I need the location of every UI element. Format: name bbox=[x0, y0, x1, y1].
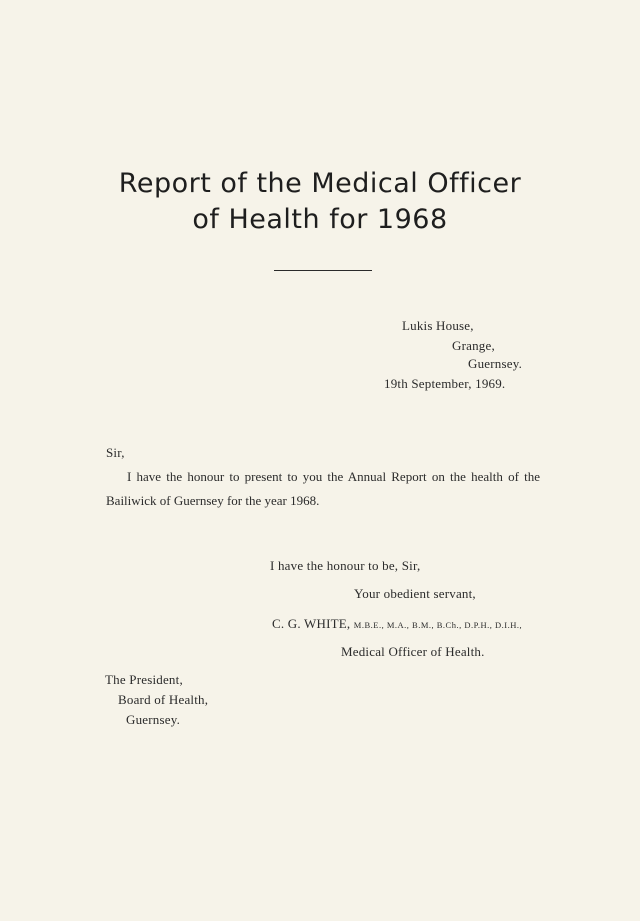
address-line-2: Grange, bbox=[452, 338, 495, 353]
address-line-3: Guernsey. bbox=[468, 356, 523, 371]
salutation: Sir, bbox=[106, 445, 125, 460]
report-title bbox=[0, 166, 640, 238]
closing-line-1: I have the honour to be, Sir, bbox=[270, 558, 421, 573]
address-line-1: Lukis House, bbox=[402, 318, 474, 333]
signatory-line bbox=[272, 616, 522, 632]
recipient-line-3: Guernsey. bbox=[126, 712, 181, 727]
body-line-1: I have the honour to present to you the Annual Report on the health of the bbox=[127, 469, 540, 484]
letter-date: 19th September, 1969. bbox=[384, 376, 506, 391]
signatory-qualifications: M.B.E., M.A., B.M., B.Ch., D.P.H., D.I.H., bbox=[353, 620, 523, 630]
recipient-line-1: The President, bbox=[105, 672, 183, 687]
title-line-2: of Health for 1968 bbox=[192, 204, 448, 235]
letter-body bbox=[106, 465, 540, 513]
title-divider bbox=[274, 270, 372, 271]
title-line-1: Report of the Medical Officer bbox=[118, 168, 522, 199]
recipient-line-2: Board of Health, bbox=[118, 692, 209, 707]
signatory-name: C. G. WHITE, bbox=[272, 616, 351, 631]
signatory-position: Medical Officer of Health. bbox=[341, 644, 485, 659]
body-line-2: Bailiwick of Guernsey for the year 1968. bbox=[106, 493, 320, 508]
closing-line-2: Your obedient servant, bbox=[354, 586, 476, 601]
